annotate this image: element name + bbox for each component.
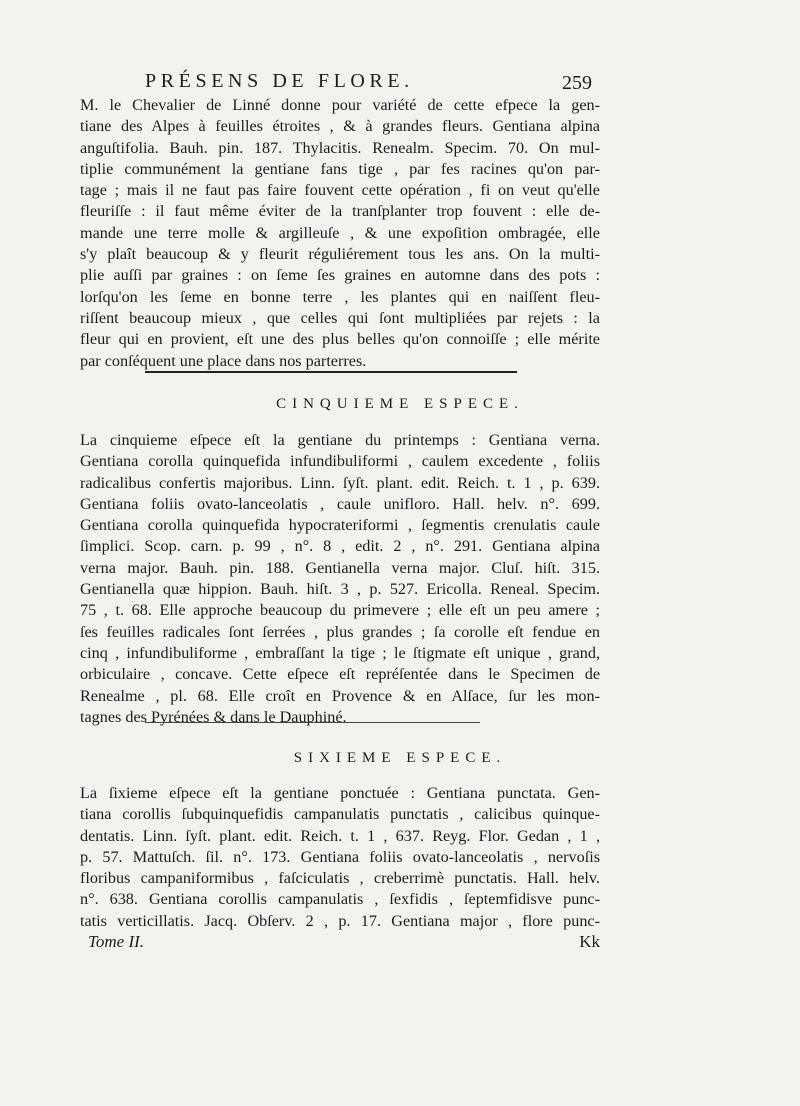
text-line: floribus campaniformibus , faſciculatis , creberrimè punctatis. Hall. helv. [80, 869, 600, 888]
text-line: tagnes des Pyrénées & dans le Dauphiné. [80, 707, 347, 726]
text-line: n°. 638. Gentiana corollis campanulatis , ſexfidis , ſeptemfidisve punc- [80, 890, 600, 909]
text-line: 75 , t. 68. Elle approche beaucoup du primevere ; elle eſt un peu amere ; [80, 601, 600, 620]
text-line: La cinquieme eſpece eſt la gentiane du printemps : Gentiana verna. [80, 431, 600, 449]
text-line: tage ; mais il ne faut pas faire fouvent cette opération , fi on veut qu'elle [80, 181, 600, 200]
text-line: p. 57. Mattuſch. ſil. n°. 173. Gentiana foliis ovato-lanceolatis , nervoſis [80, 847, 600, 866]
page-footer [80, 932, 600, 956]
text-line: tiplie communément la gentiane fans tige , par fes racines qu'on par- [80, 159, 600, 178]
text-line: M. le Chevalier de Linné donne pour variété de cette efpece la gen- [80, 96, 600, 114]
section-heading-cinquieme: CINQUIEME ESPECE. [276, 396, 524, 412]
text-line: ſes feuilles radicales ſont ſerrées , plus grandes ; ſa corolle eſt fendue en [80, 622, 600, 641]
text-line: mande une terre molle & argilleuſe , & une expoſition ombragée, elle [80, 223, 600, 242]
text-line: s'y plaît beaucoup & y fleurit réguliérement tous les ans. On la multi- [80, 245, 600, 264]
text-line: Gentianella quæ hippion. Bauh. hiſt. 3 , p. 527. Ericolla. Reneal. Specim. [80, 580, 600, 599]
text-line: La ſixieme eſpece eſt la gentiane ponctuée : Gentiana punctata. Gen- [80, 784, 600, 802]
text-line: fleuriſſe : il faut même éviter de la tranſplanter trop fouvent : elle de- [80, 202, 600, 221]
text-line: Gentiana foliis ovato-lanceolatis , caule unifloro. Hall. helv. n°. 699. [80, 494, 600, 513]
text-line: par conſéquent une place dans nos parterres. [80, 351, 367, 370]
text-line: Gentiana corolla quinquefida infundibuliformi , caulem excedente , foliis [80, 452, 600, 471]
text-line: cinq , infundibuliforme , embraſſant la tige ; le ſtigmate eſt unique , grand, [80, 643, 600, 662]
paragraph-sixieme-espece [80, 783, 600, 932]
section-divider [145, 722, 480, 723]
text-line: ſimplici. Scop. carn. p. 99 , n°. 8 , edit. 2 , n°. 291. Gentiana alpina [80, 537, 600, 556]
page-number: 259 [562, 72, 592, 94]
text-line: anguſtifolia. Bauh. pin. 187. Thylacitis. Renealm. Specim. 70. On mul- [80, 138, 600, 157]
signature-mark: Kk [579, 932, 600, 951]
paragraph-cultivation [80, 95, 600, 372]
text-line: Gentiana corolla quinquefida hypocrateriformi , ſegmentis crenulatis caule [80, 516, 600, 535]
text-line: dentatis. Linn. ſyſt. plant. edit. Reich. t. 1 , 637. Reyg. Flor. Gedan , 1 , [80, 826, 600, 845]
text-line: tatis verticillatis. Jacq. Obſerv. 2 , p. 17. Gentiana major , flore punc- [80, 911, 600, 930]
text-line: tiane des Alpes à feuilles étroites , & à grandes fleurs. Gentiana alpina [80, 117, 600, 136]
section-heading-sixieme: SIXIEME ESPECE. [293, 750, 507, 766]
volume-label: Tome II. [88, 932, 145, 951]
paragraph-cinquieme-espece [80, 430, 600, 728]
text-line: tiana corollis ſubquinquefidis campanulatis punctatis , calicibus quinque- [80, 805, 600, 824]
section-divider [145, 371, 517, 373]
text-line: plie auſſi par graines : on ſeme ſes graines en automne dans des pots : [80, 266, 600, 285]
text-line: orbiculaire , concave. Cette eſpece eſt repréſentée dans le Specimen de [80, 665, 600, 684]
text-line: riſſent beaucoup mieux , que celles qui ſont multipliées par rejets : la [80, 308, 600, 327]
running-title: PRÉSENS DE FLORE. [145, 70, 414, 92]
text-line: Renealme , pl. 68. Elle croît en Provence & en Alſace, ſur les mon- [80, 686, 600, 705]
text-line: lorſqu'on les ſeme en bonne terre , les plantes qui en naiſſent fleu- [80, 287, 600, 306]
text-line: verna major. Bauh. pin. 188. Gentianella verna major. Cluſ. hiſt. 315. [80, 558, 600, 577]
text-line: fleur qui en provient, eſt une des plus belles qu'on connoiſſe ; elle mérite [80, 330, 600, 349]
text-line: radicalibus confertis majoribus. Linn. ſyſt. plant. edit. Reich. t. 1 , p. 639. [80, 473, 600, 492]
